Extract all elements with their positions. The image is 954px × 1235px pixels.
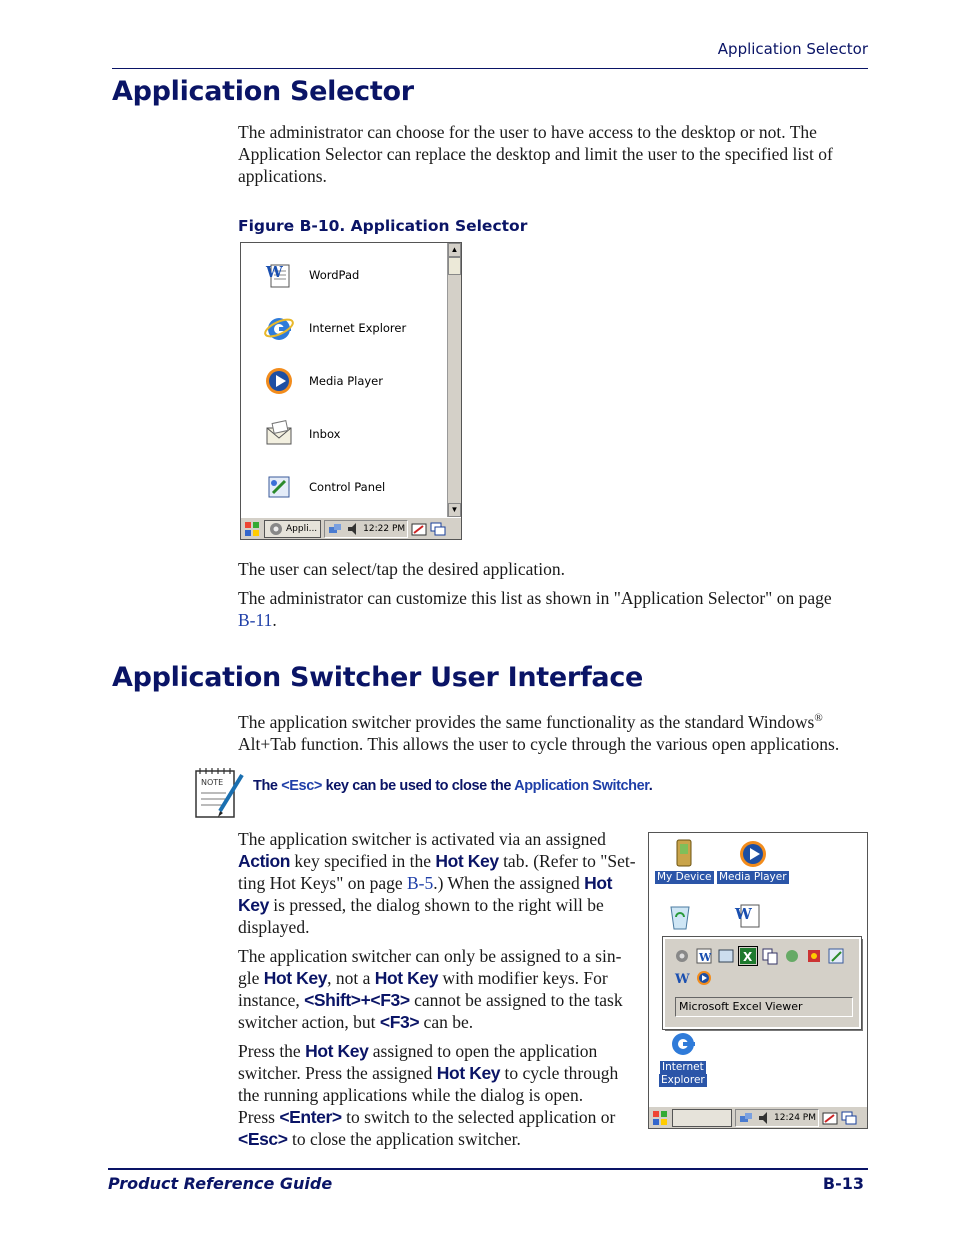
text: switcher action, but	[238, 1012, 380, 1032]
scroll-up-arrow-icon[interactable]: ▲	[448, 243, 461, 257]
customize-paragraph	[238, 587, 848, 631]
volume-icon[interactable]	[345, 521, 361, 537]
desktop-icon-media-player[interactable]	[717, 837, 789, 884]
app-item-inbox[interactable]	[263, 416, 443, 452]
gear-app-icon[interactable]	[673, 947, 691, 965]
section-title-application-switcher: Application Switcher User Interface	[112, 662, 644, 693]
desktop-icon-label: Internet	[662, 1061, 704, 1073]
note-icon-label: NOTE	[201, 778, 224, 787]
line	[238, 894, 638, 916]
app-label: Media Player	[309, 374, 383, 388]
running-header: Application Selector	[717, 40, 868, 58]
action-key-term: Action	[238, 851, 291, 871]
page-link-b11[interactable]: B-11	[238, 610, 273, 630]
line: displayed.	[238, 917, 310, 937]
selector-intro-paragraph: The administrator can choose for the user to have access to the desktop or not. The Application Selector can replace the desktop and limit the user to the specified list of applications.	[238, 122, 833, 186]
section-title-application-selector: Application Selector	[112, 76, 414, 107]
text: instance,	[238, 990, 305, 1010]
line	[238, 872, 638, 894]
volume-icon[interactable]	[756, 1110, 772, 1126]
app-item-internet-explorer[interactable]	[263, 310, 443, 346]
shift-f3-term: <Shift>+<F3>	[304, 990, 410, 1010]
customize-text-end: .	[272, 610, 277, 630]
page-link-b5[interactable]: B-5	[407, 873, 434, 893]
note-t3: .	[648, 778, 653, 794]
hot-key-term: Hot Key	[263, 968, 328, 988]
footer-page-number: B-13	[822, 1174, 864, 1193]
text: to switch to the selected application or	[341, 1107, 616, 1127]
settings-icon[interactable]	[783, 947, 801, 965]
line	[238, 1011, 638, 1033]
text: key specified in the	[290, 851, 436, 871]
start-button-icon[interactable]	[651, 1109, 669, 1127]
media-player-icon[interactable]	[695, 969, 713, 987]
svg-text:W: W	[675, 972, 690, 987]
network-icon[interactable]	[327, 521, 343, 537]
inbox-icon	[263, 418, 295, 450]
switcher-app-row-1	[673, 947, 845, 965]
network-icon[interactable]	[738, 1110, 754, 1126]
line: the running applications while the dialog is open.	[238, 1085, 584, 1105]
text: with modifier keys. For	[438, 968, 608, 988]
excel-viewer-icon[interactable]	[739, 947, 757, 965]
switcher-intro-text-2: Alt+Tab function. This allows the user to cycle through the various open applications.	[238, 733, 840, 754]
hot-key-term: Hot Key	[435, 851, 499, 871]
vertical-scrollbar[interactable]	[447, 243, 461, 517]
taskbar-clock[interactable]: 12:22 PM	[363, 523, 406, 534]
desktop-icon-my-device[interactable]	[655, 837, 714, 884]
wordpad-icon[interactable]	[673, 969, 691, 987]
word-icon[interactable]	[695, 947, 713, 965]
text: ting Hot Keys" on page	[238, 873, 407, 893]
app-switcher-dialog	[663, 937, 861, 1029]
select-tap-paragraph: The user can select/tap the desired application.	[238, 559, 566, 579]
line	[238, 1128, 638, 1150]
hot-term: Hot	[584, 873, 613, 893]
taskbar-empty-button[interactable]	[672, 1109, 732, 1127]
switcher-app-row-2	[673, 969, 713, 987]
text: tab. (Refer to "Set-	[498, 851, 636, 871]
input-panel-icon[interactable]	[822, 1110, 838, 1126]
switcher-intro-paragraph	[238, 707, 868, 755]
media-player-icon	[736, 837, 770, 871]
line	[238, 1062, 638, 1084]
scroll-down-arrow-icon[interactable]: ▼	[448, 503, 461, 517]
start-button-icon[interactable]	[243, 520, 261, 538]
text: switcher. Press the assigned	[238, 1063, 437, 1083]
line	[238, 1040, 638, 1062]
app-item-control-panel[interactable]	[263, 469, 443, 505]
app-item-media-player[interactable]	[263, 363, 443, 399]
desktop-icon-internet-explorer[interactable]	[659, 1027, 707, 1087]
text: .) When the assigned	[433, 873, 585, 893]
media-player-icon	[263, 365, 295, 397]
my-device-icon	[667, 837, 701, 871]
wordpad-icon	[731, 899, 765, 933]
internet-explorer-icon	[666, 1027, 700, 1061]
header-rule	[112, 68, 868, 69]
hot-key-term: Hot Key	[374, 968, 439, 988]
svg-text:W: W	[735, 905, 752, 923]
svg-text:W: W	[699, 951, 712, 964]
esc-term: <Esc>	[238, 1129, 288, 1149]
app-item-wordpad[interactable]	[263, 257, 443, 293]
text: Press the	[238, 1041, 306, 1061]
registered-mark: ®	[814, 712, 823, 724]
line: The application switcher can only be assigned to a sin-	[238, 946, 622, 966]
figure-caption: Figure B-10. Application Selector	[238, 217, 528, 235]
taskbar-clock[interactable]: 12:24 PM	[774, 1112, 816, 1123]
text: cannot be assigned to the task	[409, 990, 623, 1010]
desktop-icon-label: My Device	[657, 871, 712, 883]
note-t1: The	[253, 778, 282, 794]
desktop-icon-wordpad[interactable]	[731, 899, 765, 933]
text: assigned to open the application	[368, 1041, 598, 1061]
application-selector-screenshot	[240, 242, 462, 540]
app-label: Inbox	[309, 427, 341, 441]
text: is pressed, the dialog shown to the right will be	[268, 895, 604, 915]
application-switcher-screenshot	[648, 832, 868, 1129]
system-tray	[324, 520, 408, 538]
app-label: Internet Explorer	[309, 321, 407, 335]
taskbar-task-button[interactable]	[264, 520, 321, 538]
text: to close the application switcher.	[287, 1129, 521, 1149]
text: gle	[238, 968, 264, 988]
text: to cycle through	[500, 1063, 619, 1083]
app-list	[241, 243, 446, 517]
games-icon[interactable]	[805, 947, 823, 965]
hot-key-term: Hot Key	[436, 1063, 501, 1083]
line	[238, 1106, 638, 1128]
control-panel-icon	[263, 471, 295, 503]
desktop-windows-icon[interactable]	[430, 521, 446, 537]
cycle-paragraph	[238, 1040, 638, 1150]
task-manager-icon[interactable]	[717, 947, 735, 965]
customize-text: The administrator can customize this list as shown in "Application Selector" on page	[238, 588, 832, 608]
line	[238, 967, 638, 989]
recycle-bin-icon	[663, 899, 697, 933]
desktop-windows-icon[interactable]	[841, 1110, 857, 1126]
footer-guide-title: Product Reference Guide	[108, 1174, 333, 1193]
footer-rule	[108, 1168, 868, 1170]
enter-term: <Enter>	[279, 1107, 342, 1127]
note-t2: key can be used to close the	[321, 778, 515, 794]
scroll-thumb[interactable]	[448, 257, 461, 275]
f3-term: <F3>	[379, 1012, 420, 1032]
desktop-icon-label: Media Player	[719, 871, 787, 883]
app-selector-icon	[268, 521, 284, 537]
svg-text:X: X	[743, 950, 753, 964]
switcher-activation-paragraph	[238, 828, 638, 938]
taskbar	[649, 1106, 867, 1128]
app-label: WordPad	[309, 268, 360, 282]
internet-explorer-icon	[263, 312, 295, 344]
selected-app-name: Microsoft Excel Viewer	[675, 997, 853, 1017]
hot-key-term: Hot Key	[305, 1041, 369, 1061]
text: Press	[238, 1107, 280, 1127]
note-esc-key: <Esc>	[281, 778, 322, 794]
switcher-intro-text: The application switcher provides the same functionality as the standard Windows	[238, 711, 815, 732]
note-text	[253, 778, 652, 794]
input-panel-icon[interactable]	[411, 521, 427, 537]
wordpad-icon	[263, 259, 295, 291]
desktop-icon-label-line2: Explorer	[661, 1074, 705, 1086]
copy-icon[interactable]	[761, 947, 779, 965]
line	[238, 850, 638, 872]
app-label: Control Panel	[309, 480, 386, 494]
taskbar-task-label: Appli...	[286, 523, 318, 534]
note-app-switcher: Application Switcher	[514, 778, 649, 794]
text: , not a	[327, 968, 375, 988]
single-hotkey-paragraph	[238, 945, 638, 1033]
desktop-icon-recycle-bin[interactable]	[663, 899, 697, 933]
taskbar	[241, 517, 461, 539]
system-tray	[735, 1109, 819, 1127]
key-term: Key	[238, 895, 269, 915]
text: can be.	[419, 1012, 474, 1032]
line	[238, 989, 638, 1011]
control-panel-icon[interactable]	[827, 947, 845, 965]
line: The application switcher is activated via an assigned	[238, 829, 606, 849]
note-icon	[192, 765, 246, 821]
svg-text:W: W	[266, 263, 283, 281]
